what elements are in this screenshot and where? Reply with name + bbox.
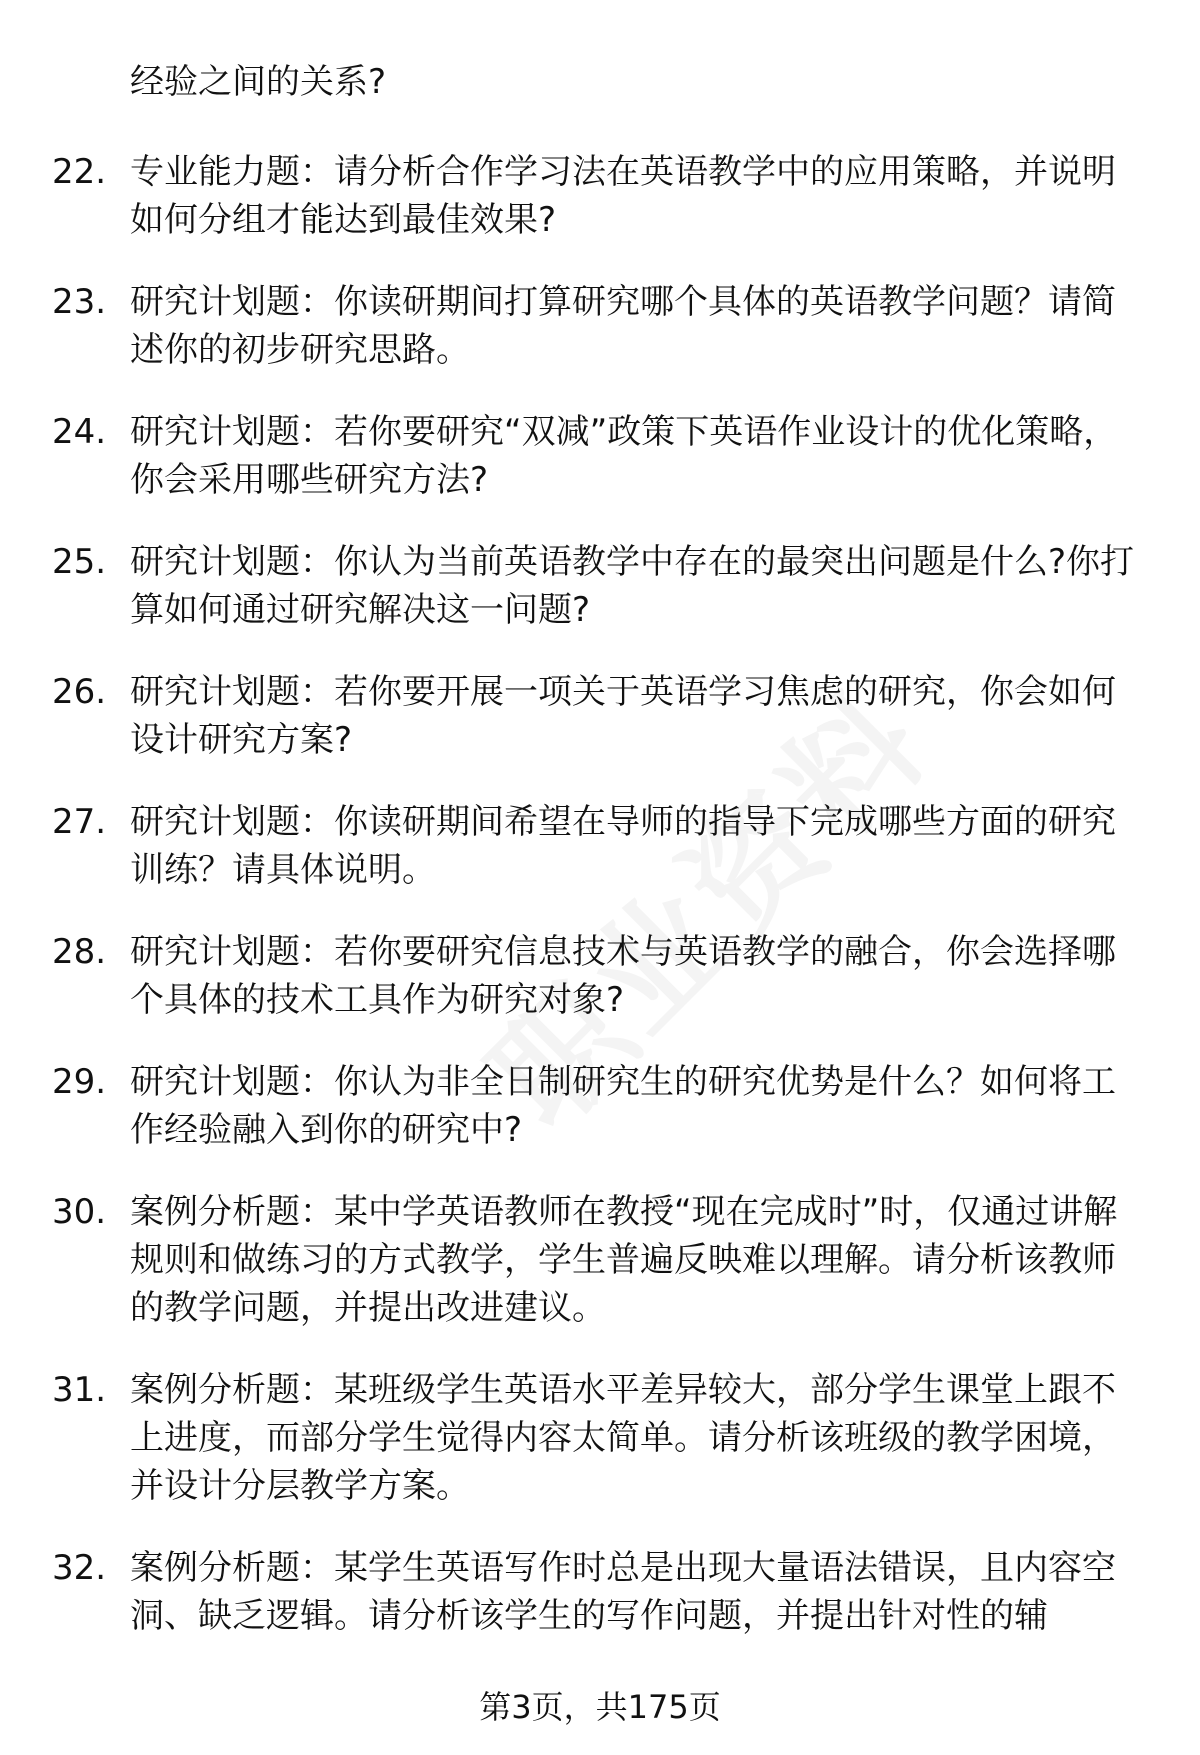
question-item-26 [52,668,1152,764]
question-number: 31. [52,1370,107,1410]
question-number: 32. [52,1548,107,1588]
question-item-25 [52,538,1152,634]
question-text: 研究计划题：你读研期间打算研究哪个具体的英语教学问题？请简述你的初步研究思路。 [130,282,1116,370]
question-number: 30. [52,1192,107,1232]
question-item-31 [52,1366,1152,1510]
question-item-23 [52,278,1152,374]
question-text: 研究计划题：若你要研究“双减”政策下英语作业设计的优化策略，你会采用哪些研究方法? [130,412,1118,500]
question-item-32 [52,1544,1152,1640]
question-item-28 [52,928,1152,1024]
question-text: 案例分析题：某班级学生英语水平差异较大，部分学生课堂上跟不上进度，而部分学生觉得内容太简单。请分析该班级的教学困境，并设计分层教学方案。 [130,1370,1116,1506]
question-number: 25. [52,542,107,582]
question-text: 案例分析题：某中学英语教师在教授“现在完成时”时，仅通过讲解规则和做练习的方式教学，学生普遍反映难以理解。请分析该教师的教学问题，并提出改进建议。 [130,1192,1118,1328]
question-text: 研究计划题：你认为当前英语教学中存在的最突出问题是什么?你打算如何通过研究解决这一问题? [130,542,1135,630]
question-item-22 [52,148,1152,244]
question-number: 23. [52,282,107,322]
question-text: 研究计划题：你读研期间希望在导师的指导下完成哪些方面的研究训练？请具体说明。 [130,802,1116,890]
question-number: 28. [52,932,107,972]
question-text: 案例分析题：某学生英语写作时总是出现大量语法错误，且内容空洞、缺乏逻辑。请分析该学生的写作问题，并提出针对性的辅 [130,1548,1116,1636]
question-text: 研究计划题：你认为非全日制研究生的研究优势是什么？如何将工作经验融入到你的研究中? [130,1062,1116,1150]
question-number: 29. [52,1062,107,1102]
question-item-27 [52,798,1152,894]
question-item-30 [52,1188,1152,1332]
question-number: 22. [52,152,107,192]
question-text: 研究计划题：若你要开展一项关于英语学习焦虑的研究，你会如何设计研究方案? [130,672,1116,760]
question-number: 27. [52,802,107,842]
question-item-29 [52,1058,1152,1154]
continued-question-text: 经验之间的关系? [130,62,387,102]
question-text: 研究计划题：若你要研究信息技术与英语教学的融合，你会选择哪个具体的技术工具作为研究对象? [130,932,1116,1020]
question-number: 24. [52,412,107,452]
page-footer: 第3页，共175页 [479,1688,721,1726]
question-list [52,148,1152,1674]
question-text: 专业能力题：请分析合作学习法在英语教学中的应用策略，并说明如何分组才能达到最佳效果? [130,152,1116,240]
question-number: 26. [52,672,107,712]
question-item-24 [52,408,1152,504]
